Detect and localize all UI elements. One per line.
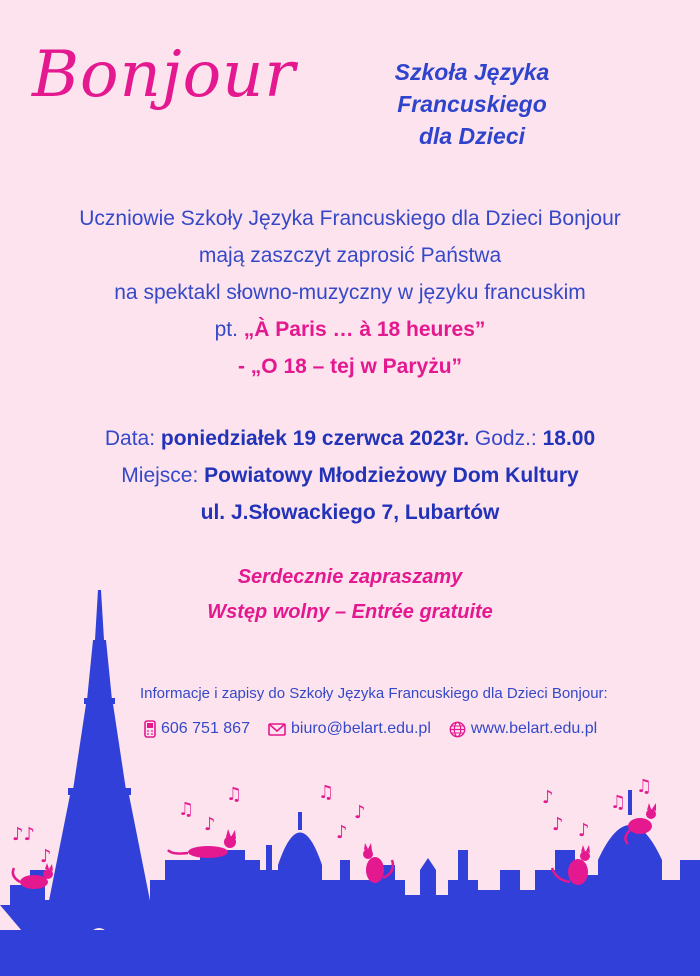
- intro-line3: na spektakl słowno-muzyczny w języku francuskim: [114, 281, 586, 304]
- address-value: ul. J.Słowackiego 7, Lubartów: [200, 501, 500, 524]
- school-name-line1: Szkoła Języka Francuskiego: [394, 59, 550, 117]
- phone-number: 606 751 867: [161, 720, 250, 737]
- svg-text:♫: ♫: [636, 776, 653, 797]
- title-prefix: pt.: [214, 318, 244, 341]
- date-label: Data:: [104, 427, 161, 450]
- svg-text:♪: ♪: [336, 822, 348, 843]
- svg-text:♪: ♪: [40, 846, 52, 867]
- svg-text:♫: ♫: [318, 782, 335, 803]
- title-polish: - „O 18 – tej w Paryżu”: [237, 355, 463, 378]
- intro-line2: mają zaszczyt zaprosić Państwa: [198, 244, 502, 267]
- school-name-line2: dla Dzieci: [418, 123, 526, 149]
- svg-text:♪♪: ♪♪: [12, 824, 35, 845]
- svg-text:♫: ♫: [226, 784, 243, 805]
- svg-text:♪: ♪: [578, 820, 590, 841]
- title-french: „À Paris … à 18 heures”: [243, 318, 486, 341]
- svg-text:♫: ♫: [178, 799, 195, 820]
- website-url: www.belart.edu.pl: [470, 720, 598, 737]
- cat-icon-arch: [168, 829, 236, 858]
- time-value: 18.00: [542, 427, 596, 450]
- svg-text:♪: ♪: [552, 814, 564, 835]
- place-value: Powiatowy Młodzieżowy Dom Kultury: [204, 464, 579, 487]
- invite-line2: Wstęp wolny – Entrée gratuite: [207, 601, 493, 623]
- email-address: biuro@belart.edu.pl: [290, 720, 431, 737]
- svg-text:♪: ♪: [542, 787, 554, 808]
- bonjour-logo: Bonjour: [32, 38, 296, 112]
- intro-line1: Uczniowie Szkoły Języka Francuskiego dla Dzieci Bonjour: [79, 207, 621, 230]
- time-label: Godz.:: [469, 427, 543, 450]
- place-label: Miejsce:: [121, 464, 205, 487]
- invite-line1: Serdecznie zapraszamy: [237, 566, 463, 588]
- svg-text:♪: ♪: [354, 802, 366, 823]
- svg-text:♪: ♪: [204, 814, 216, 835]
- info-text: Informacje i zapisy do Szkoły Języka Francuskiego dla Dzieci Bonjour:: [140, 685, 608, 702]
- date-value: poniedziałek 19 czerwca 2023r.: [160, 427, 470, 450]
- svg-text:♫: ♫: [610, 792, 627, 813]
